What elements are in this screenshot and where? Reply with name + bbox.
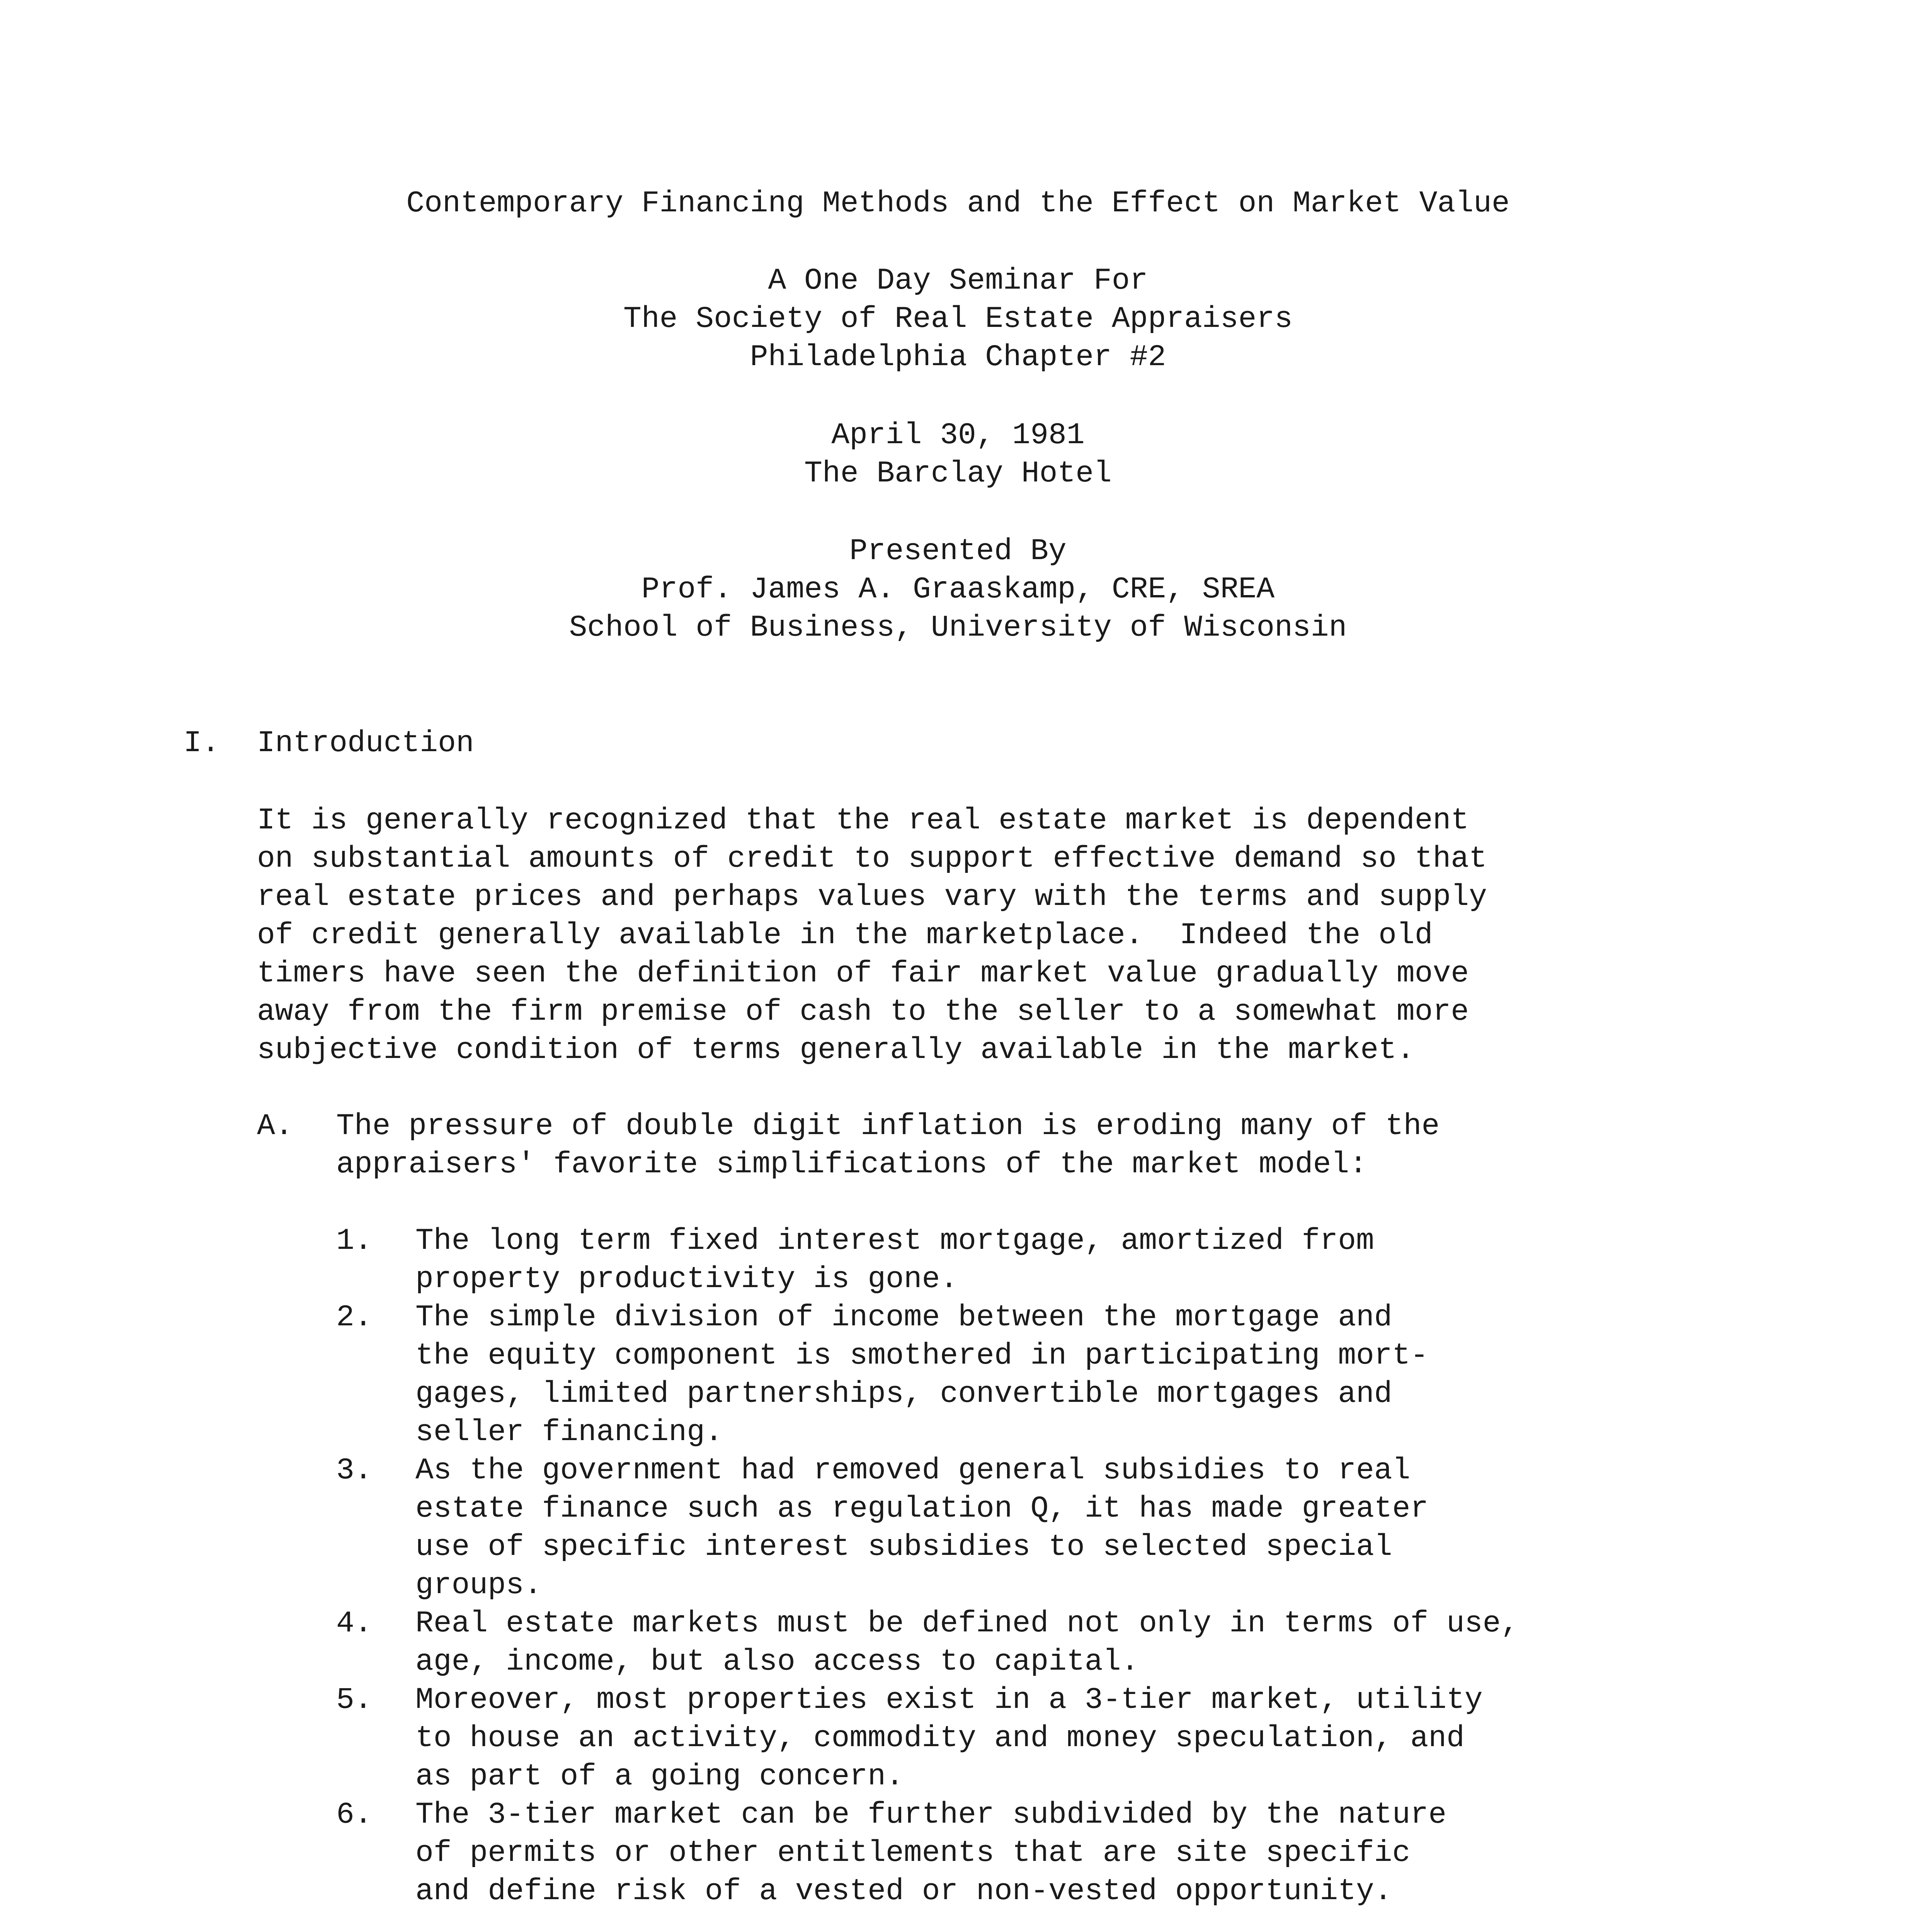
list-item-text — [415, 1681, 1689, 1796]
list-line: and define risk of a vested or non-vested opportunity. — [415, 1874, 1392, 1908]
section-number: I. — [184, 726, 220, 760]
section-title: Introduction — [257, 726, 474, 760]
paragraph-line: appraisers' favorite simplifications of the market model: — [336, 1148, 1368, 1182]
paragraph-line: away from the firm premise of cash to the seller to a somewhat more — [257, 995, 1469, 1029]
list-line: use of specific interest subsidies to selected special — [415, 1530, 1392, 1564]
paragraph-line: The pressure of double digit inflation is eroding many of the — [336, 1109, 1440, 1143]
list-line: Real estate markets must be defined not only in terms of use, — [415, 1607, 1519, 1641]
date-line: April 30, 1981 — [831, 418, 1085, 452]
seminar-info — [0, 262, 1916, 377]
list-line: The simple division of income between the mortgage and — [415, 1301, 1392, 1335]
list-item — [336, 1605, 1689, 1681]
paragraph-line: subjective condition of terms generally available in the market. — [257, 1033, 1415, 1067]
item-a-text — [336, 1107, 1689, 1184]
list-item-text — [415, 1796, 1689, 1911]
intro-paragraph — [257, 802, 1687, 1070]
numbered-list — [336, 1222, 1689, 1911]
list-line: to house an activity, commodity and money speculation, and — [415, 1721, 1465, 1755]
list-item-number: 6. — [336, 1798, 373, 1832]
list-line: seller financing. — [415, 1415, 723, 1449]
list-item — [336, 1222, 1689, 1299]
item-a-label: A. — [257, 1109, 293, 1143]
list-line: gages, limited partnerships, convertible mortgages and — [415, 1377, 1392, 1411]
list-line: groups. — [415, 1568, 542, 1602]
document-title — [0, 185, 1916, 223]
seminar-line: The Society of Real Estate Appraisers — [623, 302, 1293, 336]
list-line: of permits or other entitlements that are site specific — [415, 1836, 1411, 1870]
presenter-line: School of Business, University of Wisconsin — [569, 611, 1347, 645]
list-item-text — [415, 1605, 1689, 1681]
presenter-line: Presented By — [849, 534, 1067, 568]
list-item — [336, 1796, 1689, 1911]
list-item-number: 3. — [336, 1454, 373, 1488]
presenter-line: Prof. James A. Graaskamp, CRE, SREA — [641, 573, 1275, 607]
list-item-text — [415, 1299, 1689, 1452]
paragraph-line: real estate prices and perhaps values vary with the terms and supply — [257, 880, 1487, 914]
list-item-number: 4. — [336, 1607, 373, 1641]
list-item — [336, 1299, 1689, 1452]
list-line: The long term fixed interest mortgage, amortized from — [415, 1224, 1374, 1258]
list-line: As the government had removed general subsidies to real — [415, 1454, 1411, 1488]
title-line: Contemporary Financing Methods and the Effect on Market Value — [406, 187, 1510, 221]
list-line: estate finance such as regulation Q, it has made greater — [415, 1492, 1429, 1526]
seminar-line: Philadelphia Chapter #2 — [750, 340, 1166, 374]
seminar-line: A One Day Seminar For — [768, 264, 1148, 298]
paragraph-line: on substantial amounts of credit to support effective demand so that — [257, 842, 1487, 876]
date-venue — [0, 417, 1916, 493]
list-item-number: 2. — [336, 1301, 373, 1335]
list-item — [336, 1681, 1689, 1796]
paragraph-line: It is generally recognized that the real estate market is dependent — [257, 804, 1469, 838]
paragraph-line: of credit generally available in the marketplace. Indeed the old — [257, 918, 1433, 952]
list-line: the equity component is smothered in participating mort- — [415, 1339, 1429, 1373]
presenter-info — [0, 532, 1916, 647]
list-line: Moreover, most properties exist in a 3-tier market, utility — [415, 1683, 1483, 1717]
list-item-number: 1. — [336, 1224, 373, 1258]
list-item-number: 5. — [336, 1683, 373, 1717]
paragraph-line: timers have seen the definition of fair market value gradually move — [257, 957, 1469, 991]
list-item-text — [415, 1222, 1689, 1299]
list-line: The 3-tier market can be further subdivided by the nature — [415, 1798, 1447, 1832]
list-item-text — [415, 1452, 1689, 1605]
list-line: as part of a going concern. — [415, 1760, 904, 1794]
list-item — [336, 1452, 1689, 1605]
list-line: age, income, but also access to capital. — [415, 1645, 1139, 1679]
list-line: property productivity is gone. — [415, 1262, 958, 1296]
venue-line: The Barclay Hotel — [804, 457, 1112, 491]
